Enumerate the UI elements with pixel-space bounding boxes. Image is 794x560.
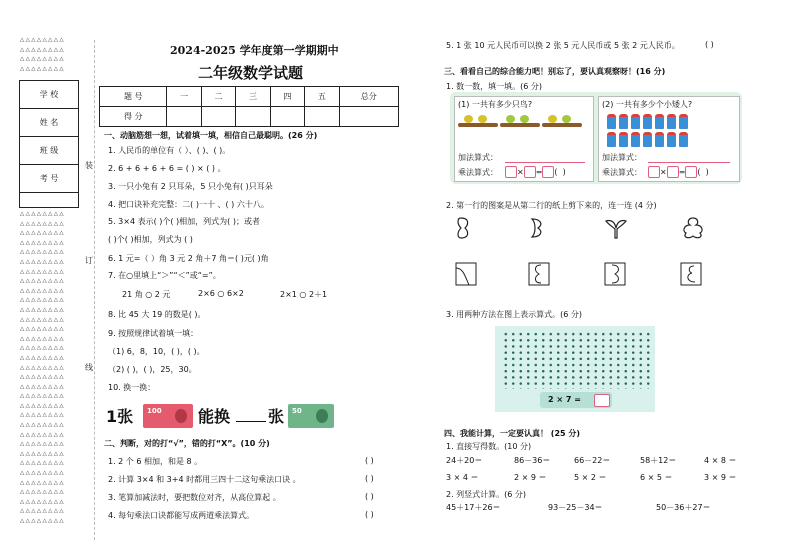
binding-triangles-top: △△△△△△△△ △△△△△△△△ △△△△△△△△ △△△△△△△△ (20, 37, 66, 72)
name-label: 姓 名 (20, 109, 79, 137)
exchange-blank[interactable] (236, 421, 266, 422)
s1-question-4: 4. 把口诀补充完整：二( )一十 、( ) 六十八。 (108, 200, 269, 209)
class-label: 班 级 (20, 137, 79, 165)
score-cell[interactable] (201, 107, 235, 127)
exam-title: 二年级数学试题 (198, 64, 304, 82)
bird-icon (506, 115, 515, 123)
s1-compare-3: 2×1 ○ 2＋1 (280, 290, 328, 299)
calc-2-3: 5 × 2 ＝ (574, 473, 607, 482)
cutout-shape-3[interactable] (604, 216, 628, 240)
dwarfs-row-2 (607, 132, 691, 151)
birds-mul-label: 乘法算式： (458, 168, 498, 177)
binding-dashed-line (94, 40, 95, 540)
banknote-50 (288, 404, 334, 428)
vertical-calc-1: 45＋17＋26＝ (446, 503, 501, 512)
bird-icon (562, 115, 571, 123)
score-header-3: 三 (236, 87, 270, 107)
binding-triangles-bottom: △△△△△△△△ △△△△△△△△ △△△△△△△△ △△△△△△△△ △△△△△△△△ △△△△△△△△ △△△△△△△△ △△△△△△△△ △△△△△△△△ △△△△△△△△ △△△△△△△△ △△△△△△△△ △△△△△△△△ △△△△△△△△ △△△△△△△△ △△△△△△△△ △△△△△△△△ △△△△△△△△ △△△△△△△△ △△△△△△△△ △△△△△△△△ △△△△△△△△ △△△△△△△△ △△△△△△△△ △△△△△△△△ △△△△△△△△ △△△△△△△△ △△△△△△△△ △△△△△△△△ △△△△△△△△ △△△△△△△△ △△△△△△△△ △△△△△△△△ (20, 211, 66, 524)
branch-group-3 (542, 114, 582, 130)
exchange-sheet-label: 张 (268, 407, 285, 426)
dwarfs-mul-boxes[interactable]: × = ( ) (648, 166, 709, 178)
dwarf-icon (619, 114, 628, 129)
dwarf-icon (679, 132, 688, 147)
binding-char-xian: 线 (85, 363, 93, 372)
dwarf-icon (679, 114, 688, 129)
s1-question-9: 9. 按照规律试着填一填： (108, 329, 199, 338)
folded-paper-3[interactable] (604, 262, 626, 286)
exam-number-label: 考 号 (20, 165, 79, 193)
score-cell[interactable] (270, 107, 304, 127)
dwarf-icon (607, 114, 616, 129)
calc-1-2: 86－36＝ (514, 456, 551, 465)
dwarf-icon (667, 114, 676, 129)
banknote-100-value: 100 (147, 407, 162, 415)
dwarf-icon (655, 132, 664, 147)
birds-add-blank[interactable] (505, 162, 585, 163)
dwarfs-add-label: 加法算式： (602, 153, 642, 162)
binding-char-zhuang: 装 (85, 161, 93, 170)
s1-question-2: 2. 6 + 6 + 6 + 6 = ( ) × ( ) 。 (108, 164, 226, 173)
expression-text: 2 × 7 = (548, 395, 581, 404)
calc-1-3: 66－22＝ (574, 456, 611, 465)
score-header-label: 题 号 (100, 87, 167, 107)
s1-question-6: 6. 1 元=（ ）角 3 元 2 角＋7 角＝( )元( )角 (108, 254, 269, 263)
s1-question-1: 1. 人民币的单位有（ ）、( )、( )。 (108, 146, 231, 155)
score-header-1: 一 (167, 87, 201, 107)
folded-paper-2[interactable] (528, 262, 550, 286)
dwarfs-row-1 (607, 114, 691, 133)
calc-1-4: 58＋12＝ (640, 456, 677, 465)
section4-title: 四、我能计算，一定要认真！ (25 分) (444, 429, 581, 438)
school-label: 学 校 (20, 81, 79, 109)
calc-2-2: 2 × 9 ＝ (514, 473, 547, 482)
bird-icon (478, 115, 487, 123)
section3-title: 三、看看自己的综合能力吧！别忘了，要认真观察呀！(16 分) (444, 67, 666, 76)
score-cell[interactable] (167, 107, 201, 127)
calc-2-1: 3 × 4 ＝ (446, 473, 479, 482)
folded-paper-1[interactable] (455, 262, 477, 286)
dwarf-icon (667, 132, 676, 147)
s4-question-2: 2. 列竖式计算。(6 分) (446, 490, 527, 499)
score-table (99, 86, 399, 127)
calc-2-4: 6 × 5 ＝ (640, 473, 673, 482)
dwarf-icon (643, 114, 652, 129)
calc-2-5: 3 × 9 ＝ (704, 473, 737, 482)
judge-item-3: 3. 笔算加减法时，要把数位对齐，从高位算起 。 (108, 493, 281, 502)
exchange-can-label: 能换 (198, 407, 231, 426)
dwarf-icon (655, 114, 664, 129)
s1-question-9-1: （1) 6，8，10，( )，( )。 (108, 347, 205, 356)
judge-answer-1[interactable]: ( ) (365, 456, 374, 465)
score-header-4: 四 (270, 87, 304, 107)
dwarf-icon (607, 132, 616, 147)
dwarf-icon (631, 132, 640, 147)
s3-question-2: 2. 第一行的图案是从第二行的纸上剪下来的，连一连 (4 分) (446, 201, 657, 210)
section1-title: 一、动脑筋想一想，试着填一填，相信自己最聪明。(26 分) (104, 131, 318, 140)
s1-question-10: 10. 换一换： (108, 383, 156, 392)
cutout-shape-2[interactable] (528, 216, 552, 240)
binding-char-ding: 订 (85, 256, 93, 265)
judge-item-4: 4. 每句乘法口诀都能写成两道乘法算式。 (108, 511, 255, 520)
dwarf-icon (631, 114, 640, 129)
student-info-table (19, 80, 79, 208)
s1-question-5a: 5. 3×4 表示( )个( )相加，列式为( )；或者 (108, 217, 260, 226)
judge-item-5: 5. 1 张 10 元人民币可以换 2 张 5 元人民币或 5 张 2 元人民币。 (446, 41, 680, 50)
calc-1-5: 4 × 8 ＝ (704, 456, 737, 465)
calc-1-1: 24＋20＝ (446, 456, 483, 465)
judge-item-2: 2. 计算 3×4 和 3+4 时都用三四十二这句乘法口诀 。 (108, 475, 301, 484)
judge-item-1: 1. 2 个 6 相加，和是 8 。 (108, 457, 203, 466)
branch-group-1 (458, 114, 498, 130)
dwarf-icon (619, 132, 628, 147)
bird-icon (464, 115, 473, 123)
judge-answer-4[interactable]: ( ) (365, 510, 374, 519)
branch-group-2 (500, 114, 540, 130)
s3-question-1: 1. 数一数，填一填。(6 分) (446, 82, 543, 91)
bird-icon (520, 115, 529, 123)
s1-question-3: 3. 一只小兔有 2 只耳朵，5 只小兔有( )只耳朵 (108, 182, 273, 191)
score-header-total: 总分 (339, 87, 398, 107)
judge-answer-5[interactable]: ( ) (705, 40, 714, 49)
dwarfs-add-blank[interactable] (648, 162, 730, 163)
score-row-label: 得 分 (100, 107, 167, 127)
s1-compare-1: 21 角 ○ 2 元 (122, 290, 171, 299)
s1-question-8: 8. 比 45 大 19 的数是( )。 (108, 310, 206, 319)
dwarfs-mul-label: 乘法算式： (602, 168, 642, 177)
score-cell[interactable] (236, 107, 270, 127)
banknote-50-value: 50 (292, 407, 302, 415)
dwarf-icon (643, 132, 652, 147)
portrait-icon (316, 409, 328, 423)
score-cell[interactable] (339, 107, 398, 127)
judge-answer-3[interactable]: ( ) (365, 492, 374, 501)
folded-paper-4[interactable] (680, 262, 702, 286)
s4-question-1: 1. 直接写得数。(10 分) (446, 442, 532, 451)
s1-question-5b: ( )个( )相加，列式为 ( ) (108, 235, 193, 244)
expression-answer-box[interactable] (594, 394, 610, 407)
birds-mul-boxes[interactable]: × = ( ) (505, 166, 566, 178)
portrait-icon (175, 409, 187, 423)
dwarfs-question: (2) 一共有多少个小矮人? (602, 100, 693, 109)
s1-compare-2: 2×6 ○ 6×2 (198, 289, 244, 298)
judge-answer-2[interactable]: ( ) (365, 474, 374, 483)
section2-title: 二、判断，对的打“√”，错的打“X”。(10 分) (104, 439, 270, 448)
banknote-100 (143, 404, 193, 428)
cutout-shape-1[interactable] (455, 216, 479, 240)
dot-grid (502, 331, 650, 389)
birds-question: (1) 一共有多少只鸟? (458, 100, 533, 109)
score-header-5: 五 (305, 87, 339, 107)
s3-question-3: 3. 用两种方法在图上表示算式。(6 分) (446, 310, 583, 319)
vertical-calc-3: 50－36＋27＝ (656, 503, 711, 512)
cutout-shape-4[interactable] (680, 216, 706, 240)
birds-add-label: 加法算式： (458, 153, 498, 162)
vertical-calc-2: 93－25－34＝ (548, 503, 603, 512)
s1-question-9-2: （2) ( )，( )，25，30。 (108, 365, 197, 374)
exchange-one-label: 1张 (106, 407, 134, 426)
score-cell[interactable] (305, 107, 339, 127)
s1-question-7: 7. 在○里填上“＞”“＜”或“=”。 (108, 271, 221, 280)
year-title: 2024-2025 学年度第一学期期中 (170, 44, 339, 57)
score-header-2: 二 (201, 87, 235, 107)
bird-icon (548, 115, 557, 123)
